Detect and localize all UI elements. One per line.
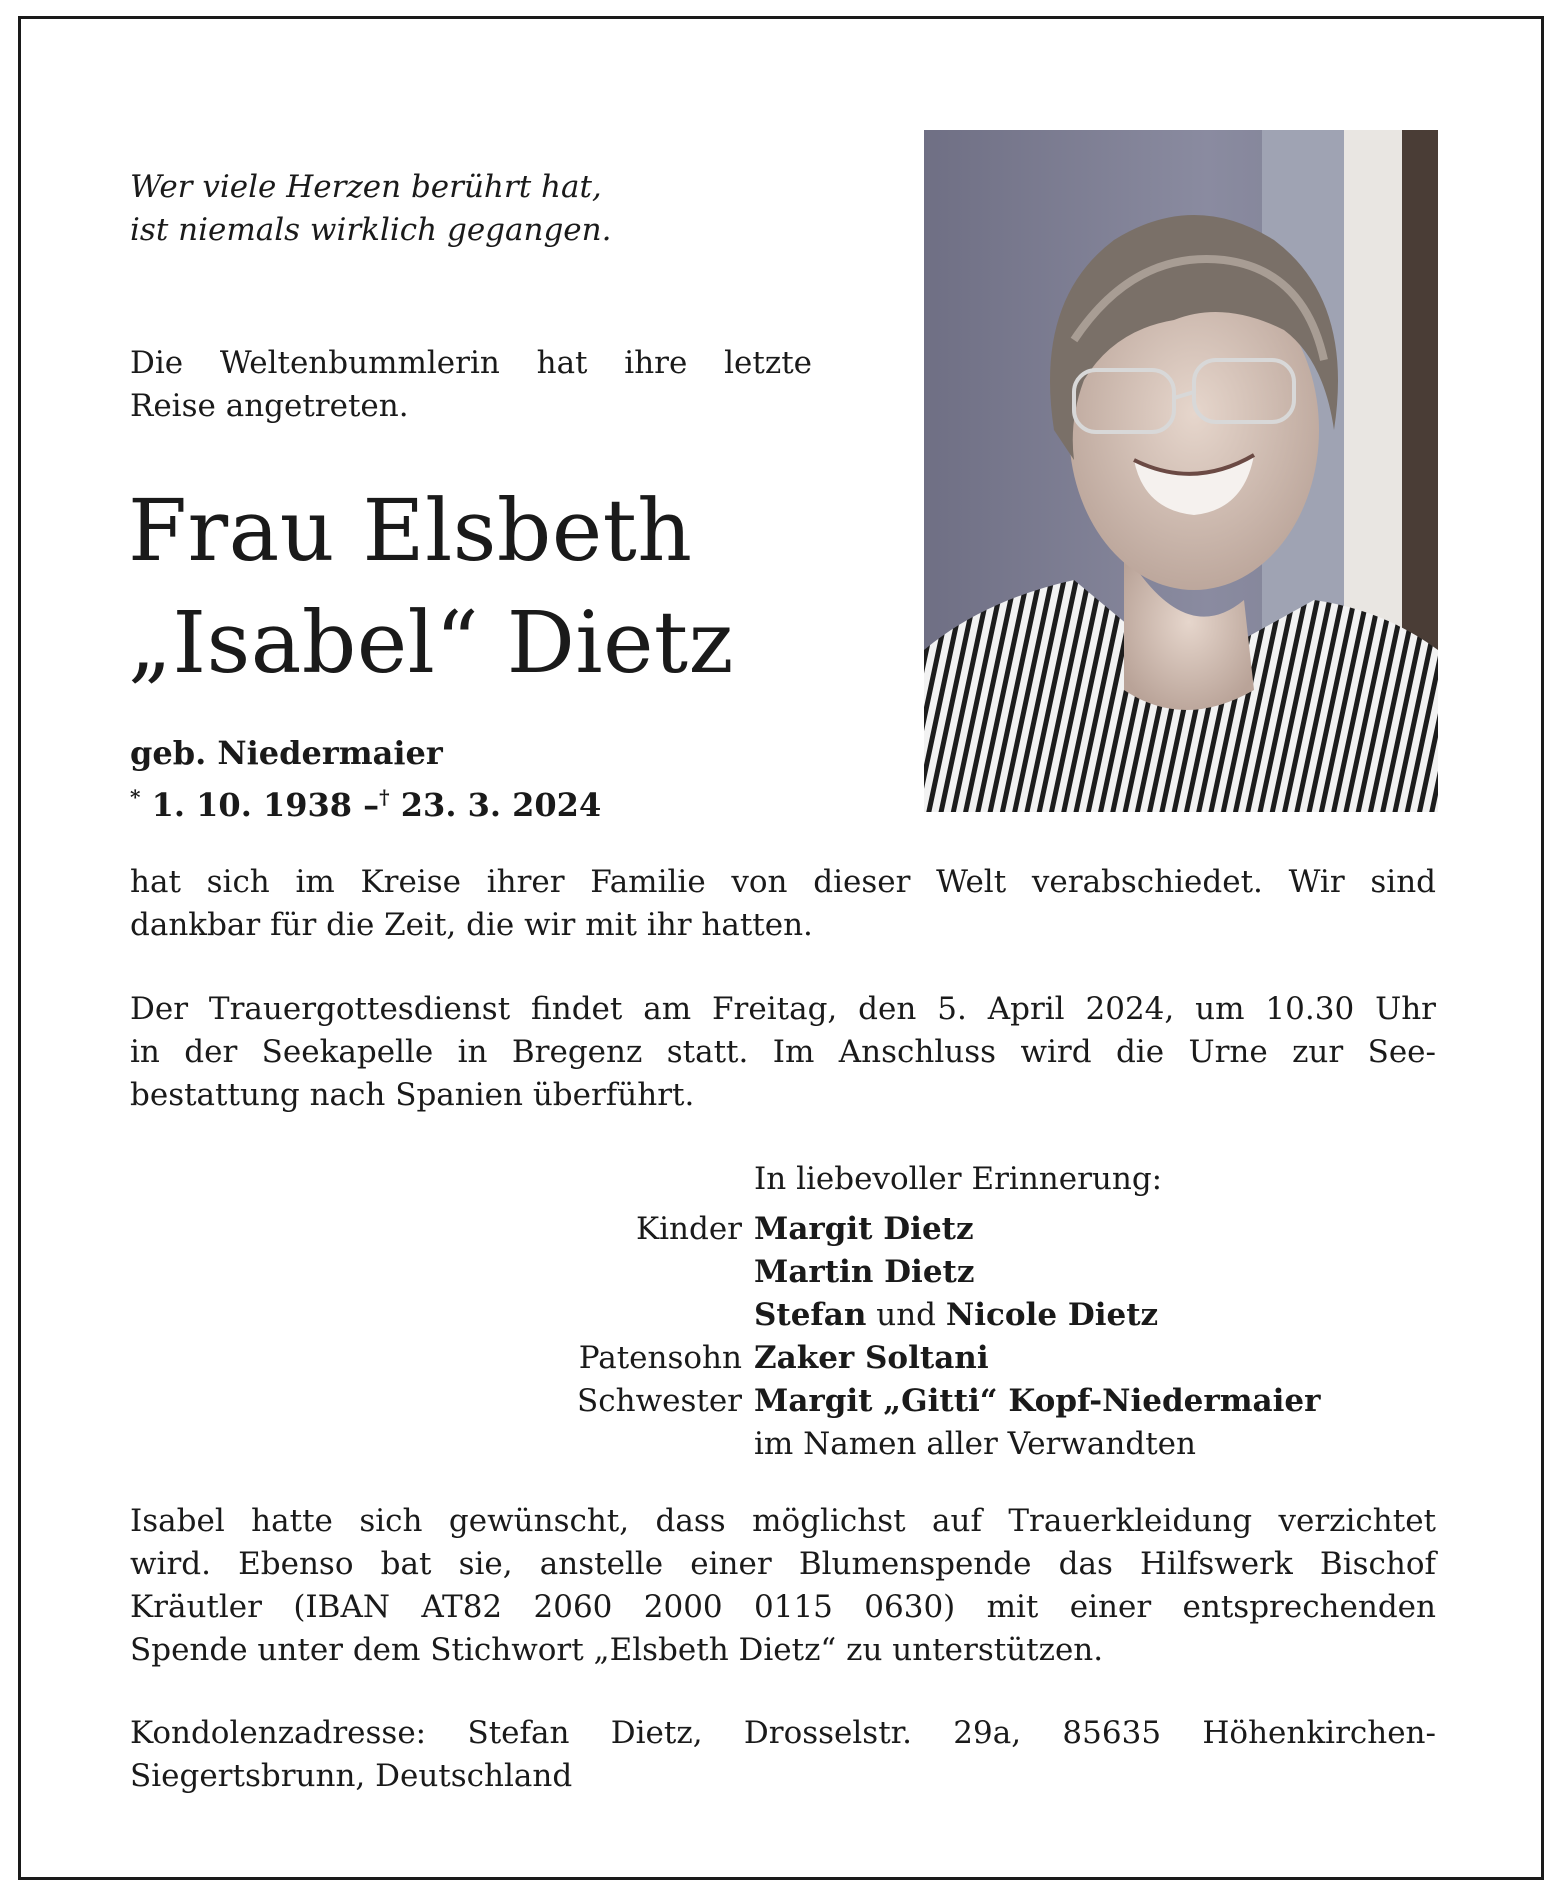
service-line-1: Der Trauergottesdienst findet am Freitag, den 5. April 2024, um 10.30 Uhr (130, 991, 1436, 1027)
label-godson: Patensohn (578, 1340, 742, 1376)
relatives-note: im Namen aller Verwandten (754, 1426, 1196, 1462)
deceased-name (128, 476, 848, 700)
child-2: Martin Dietz (754, 1254, 975, 1290)
address-line-1: Kondolenzadresse: Stefan Dietz, Drosselstr. 29a, 85635 Höhenkirchen- (130, 1715, 1436, 1751)
maiden-name: geb. Niedermaier (130, 734, 443, 772)
child-3-second: Nicole Dietz (945, 1297, 1159, 1333)
memorial-quote (130, 166, 770, 252)
child-1: Margit Dietz (754, 1211, 974, 1247)
child-3-and: und (876, 1297, 937, 1333)
birth-date: 1. 10. 1938 (151, 786, 353, 824)
condolence-address (130, 1712, 1436, 1798)
donation-paragraph (130, 1500, 1436, 1672)
quote-line-2: ist niemals wirklich gegangen. (130, 212, 612, 248)
intro-line-1: Die Weltenbummlerin hat ihre letzte (130, 345, 812, 381)
service-line-2: in der Seekapelle in Bregenz statt. Im Anschluss wird die Urne zur See- (130, 1034, 1436, 1070)
memorial-heading: In liebevoller Erinnerung: (754, 1161, 1163, 1197)
donation-line-1: Isabel hatte sich gewünscht, dass möglichst auf Trauerkleidung verzichtet (130, 1503, 1436, 1539)
service-line-3: bestattung nach Spanien überführt. (130, 1077, 695, 1113)
donation-line-3: Kräutler (IBAN AT82 2060 2000 0115 0630) mit einer entsprechenden (130, 1589, 1436, 1625)
relation-labels (400, 1208, 742, 1468)
name-line-1: Frau Elsbeth (128, 482, 693, 581)
label-children: Kinder (635, 1211, 742, 1247)
birth-symbol: * (130, 785, 141, 809)
donation-line-2: wird. Ebenso bat sie, anstelle einer Blumenspende das Hilfswerk Bischof (130, 1546, 1436, 1582)
death-date: 23. 3. 2024 (400, 786, 602, 824)
label-sister: Schwester (577, 1383, 742, 1419)
portrait-photo (924, 130, 1438, 812)
date-separator: – (363, 786, 380, 824)
service-paragraph (130, 988, 1436, 1117)
godson-name: Zaker Soltani (754, 1340, 989, 1376)
intro-line-2: Reise angetreten. (130, 388, 409, 424)
farewell-line-2: dankbar für die Zeit, die wir mit ihr hatten. (130, 907, 813, 943)
quote-line-1: Wer viele Herzen berührt hat, (130, 169, 602, 205)
death-symbol: † (379, 785, 390, 809)
name-line-2: „Isabel“ Dietz (128, 594, 734, 693)
address-line-2: Siegertsbrunn, Deutschland (130, 1758, 573, 1794)
farewell-line-1: hat sich im Kreise ihrer Familie von dieser Welt verabschiedet. Wir sind (130, 864, 1436, 900)
life-dates (130, 776, 601, 826)
donation-line-4: Spende unter dem Stichwort „Elsbeth Dietz“ zu unterstützen. (130, 1632, 1104, 1668)
mourners-list (754, 1208, 1454, 1468)
child-3 (754, 1294, 1454, 1337)
farewell-paragraph (130, 861, 1436, 947)
intro-text (130, 342, 812, 428)
sister-name: Margit „Gitti“ Kopf-Niedermaier (754, 1383, 1321, 1419)
child-3-first: Stefan (754, 1297, 867, 1333)
